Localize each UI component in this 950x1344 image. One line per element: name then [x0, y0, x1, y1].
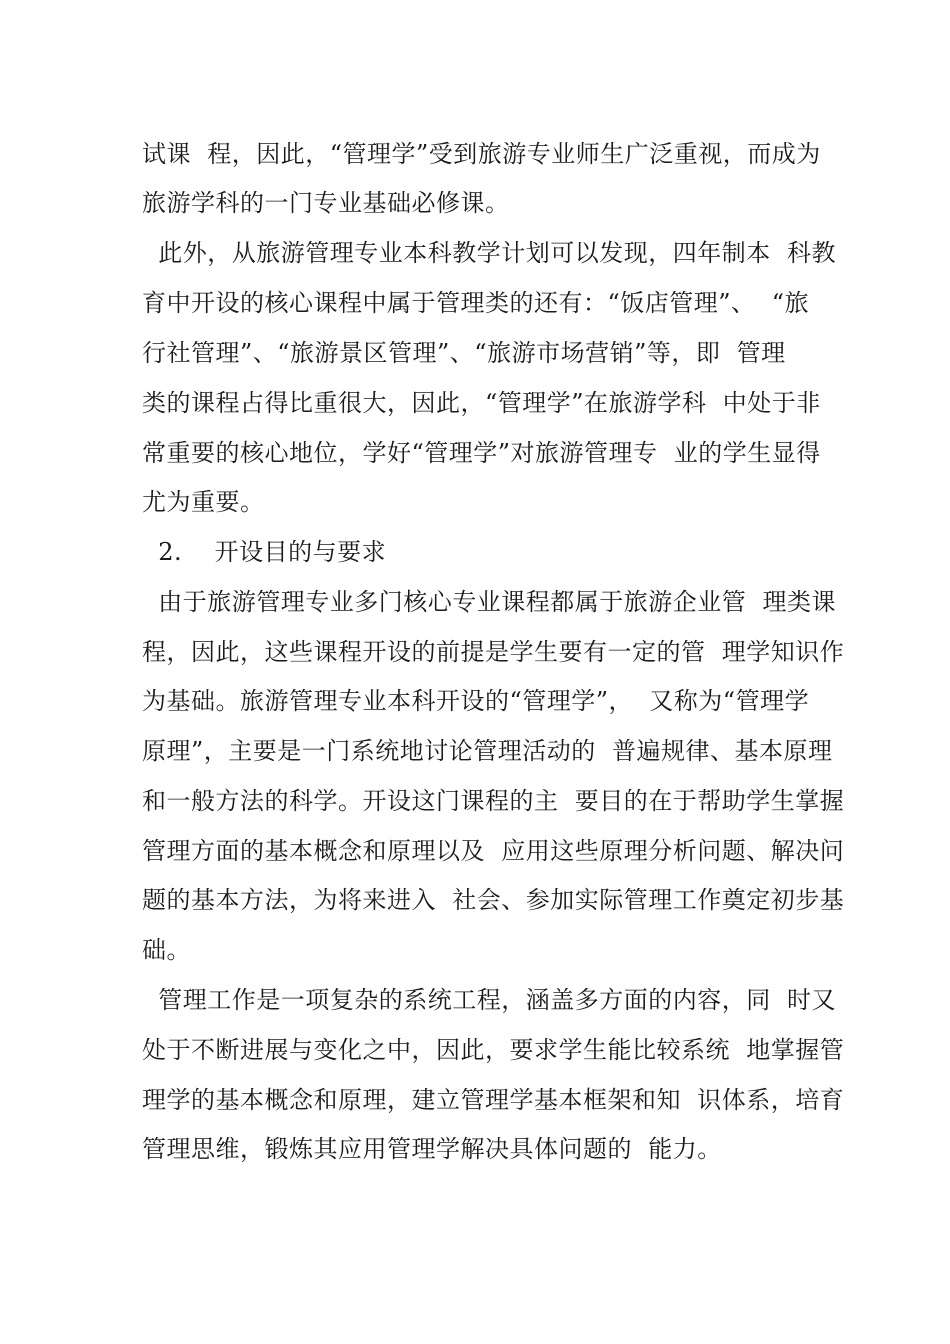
- text-line: 此外，从旅游管理专业本科教学计划可以发现，四年制本 科教: [142, 239, 837, 267]
- text-line: 管理方面的基本概念和原理以及 应用这些原理分析问题、解决问: [142, 837, 845, 865]
- text-line: 理学的基本概念和原理，建立管理学基本框架和知 识体系，培育: [142, 1086, 845, 1114]
- text-line: 和一般方法的科学。开设这门课程的主 要目的在于帮助学生掌握: [142, 787, 845, 815]
- text-line: 育中开设的核心课程中属于管理类的还有：“饭店管理”、 “旅: [142, 289, 810, 317]
- text-line: 为基础。旅游管理专业本科开设的“管理学”， 又称为“管理学: [142, 687, 810, 715]
- text-line: 常重要的核心地位，学好“管理学”对旅游管理专 业的学生显得: [142, 439, 821, 467]
- text-line: 题的基本方法，为将来进入 社会、参加实际管理工作奠定初步基: [142, 886, 845, 914]
- text-line: 原理”，主要是一门系统地讨论管理活动的 普遍规律、基本原理: [142, 737, 833, 765]
- text-line: 尤为重要。: [142, 488, 265, 516]
- text-line: 行社管理”、“旅游景区管理”、“旅游市场营销”等，即 管理: [142, 339, 786, 367]
- text-line: 试课 程，因此，“管理学”受到旅游专业师生广泛重视，而成为: [142, 140, 821, 168]
- text-line: 旅游学科的一门专业基础必修课。: [142, 189, 510, 217]
- text-line: 程，因此，这些课程开设的前提是学生要有一定的管 理学知识作: [142, 638, 845, 666]
- text-line: 础。: [142, 936, 191, 964]
- text-line: 由于旅游管理专业多门核心专业课程都属于旅游企业管 理类课: [142, 588, 837, 616]
- section-heading: 2. 开设目的与要求: [142, 538, 387, 566]
- text-line: 管理思维，锻炼其应用管理学解决具体问题的 能力。: [142, 1135, 722, 1163]
- text-line: 类的课程占得比重很大，因此，“管理学”在旅游学科 中处于非: [142, 389, 821, 417]
- text-line: 管理工作是一项复杂的系统工程，涵盖多方面的内容，同 时又: [142, 986, 837, 1014]
- text-line: 处于不断进展与变化之中，因此，要求学生能比较系统 地掌握管: [142, 1036, 845, 1064]
